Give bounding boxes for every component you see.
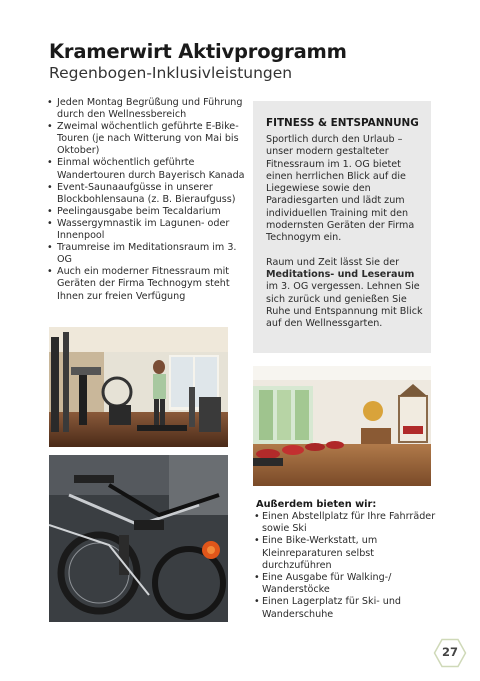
page-number: 27 <box>441 645 458 659</box>
inclusive-services-list <box>47 97 252 303</box>
ebike-photo <box>49 455 228 622</box>
list-item: • Einen Lagerplatz für Ski- und Wanderschuhe <box>254 596 439 620</box>
meditation-room-name: Meditations- und Leseraum <box>266 268 415 280</box>
list-item: • Zweimal wöchentlich geführte E-Bike-Touren (je nach Witterung von Mai bis Oktober) <box>47 121 252 157</box>
extras-heading: Außerdem bieten wir: <box>256 499 377 510</box>
meditation-text-end: im 3. OG vergessen. Lehnen Sie sich zurück und genießen Sie Ruhe und Entspannung mit Blick auf den Wellnessgarten. <box>266 281 423 330</box>
list-item: • Event-Saunaaufgüsse in unserer Blockbohlensauna (z. B. Bieraufguss) <box>47 182 252 206</box>
fitness-box-heading: FITNESS & ENTSPANNUNG <box>266 117 419 129</box>
fitness-paragraph: Sportlich durch den Urlaub – unser modern gestalteter Fitnessraum im 1. OG bietet einen herrlichen Blick auf die Liegewiese sowie den Paradiesgarten und lädt zum individuellen Training mit den modernsten Geräten der Firma Technogym ein. <box>266 134 415 244</box>
fitness-room-photo <box>49 327 228 447</box>
page-title: Kramerwirt Aktivprogramm <box>49 40 347 63</box>
page-subtitle: Regenbogen-Inklusivleistungen <box>49 64 293 82</box>
list-item: • Auch ein moderner Fitnessraum mit Geräten der Firma Technogym steht Ihnen zur freien Verfügung <box>47 266 252 302</box>
list-item: • Wassergymnastik im Lagunen- oder Innenpool <box>47 218 252 242</box>
list-item: • Einen Abstellplatz für Ihre Fahrräder sowie Ski <box>254 511 439 535</box>
meditation-text-start: Raum und Zeit lässt Sie der <box>266 256 400 268</box>
meditation-room-photo <box>253 366 431 486</box>
meditation-paragraph <box>266 257 429 331</box>
list-item: • Eine Ausgabe für Walking-/ Wanderstöcke <box>254 572 439 596</box>
fitness-box-body <box>266 134 429 330</box>
list-item: • Peelingausgabe beim Tecaldarium <box>47 206 252 218</box>
list-item: • Jeden Montag Begrüßung und Führung durch den Wellnessbereich <box>47 97 252 121</box>
list-item: • Traumreise im Meditationsraum im 3. OG <box>47 242 252 266</box>
list-item: • Eine Bike-Werkstatt, um Kleinreparaturen selbst durchzuführen <box>254 535 439 572</box>
list-item: • Einmal wöchentlich geführte Wandertouren durch Bayerisch Kanada <box>47 157 252 181</box>
extras-list <box>254 511 439 621</box>
